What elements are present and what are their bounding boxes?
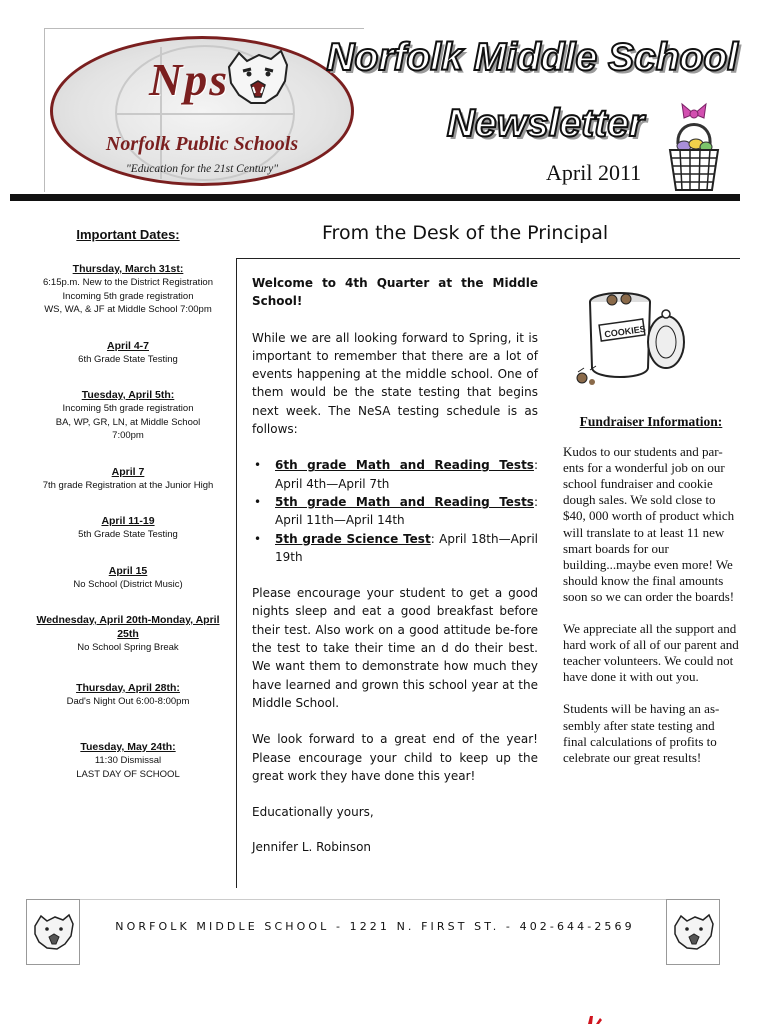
fundraiser-info [563, 414, 739, 782]
event-date: Wednesday, April 20th-Monday, April 25th [36, 614, 220, 640]
event-detail: 6:15p.m. New to the District Registration [42, 277, 213, 288]
event-date: Tuesday, April 5th: [81, 389, 175, 401]
event-detail: 5th Grade State Testing [78, 529, 178, 540]
district-name: Norfolk Public Schools [105, 133, 299, 155]
fundraiser-title: Fundraiser Information: [579, 414, 723, 429]
testing-schedule-list [252, 456, 538, 566]
event-item [24, 262, 232, 317]
fundraiser-paragraph: We appreciate all the support and hard work of all of our parent and teacher volunteers. We could not have done it with out you. [563, 621, 739, 685]
header-divider [10, 194, 740, 201]
test-name: 6th grade Math and Reading Tests [275, 458, 534, 473]
event-detail: 7:00pm [112, 430, 144, 441]
issue-date: April 2011 [546, 160, 642, 185]
test-dates: : April 18th—April 19th [275, 531, 538, 564]
event-date: April 7 [111, 465, 145, 478]
fundraiser-paragraph: Kudos to our students and par-ents for a wonderful job on our school fundraiser and cookie dough sales. We sold close to $40, 000 worth of product which will translate to at least 11 new smart boards for our building...maybe even more! We should know the final amounts soon so we can order the boards! [563, 444, 735, 604]
event-date: April 11-19 [101, 515, 155, 527]
event-date: Thursday, April 28th: [76, 681, 180, 694]
event-item [24, 388, 232, 443]
event-detail: 11:30 Dismissal [94, 755, 162, 766]
newsletter-title: Newsletter [446, 102, 644, 145]
event-detail: BA, WP, GR, LN, at Middle School [55, 416, 201, 428]
test-name: 5th grade Science Test [275, 531, 431, 546]
footer-logo-right [666, 899, 720, 965]
event-date: Thursday, March 31st: [72, 263, 184, 275]
school-logo [50, 36, 354, 186]
jar-label: COOKIES [603, 323, 647, 340]
logo-motto: "Education for the 21st Century" [125, 163, 279, 175]
column-divider [236, 258, 237, 888]
principal-letter [252, 274, 538, 874]
event-item [24, 740, 232, 781]
event-date: Tuesday, May 24th: [80, 741, 176, 753]
event-detail: 7th grade Registration at the Junior High [42, 479, 214, 491]
important-dates-sidebar [24, 222, 232, 781]
letter-closing: Educationally yours, [252, 805, 374, 820]
event-item [24, 514, 232, 542]
letter-paragraph: Please encourage your student to get a good nights sleep and eat a good breakfast before their test. Also work on a good attitude be-fore the test to take their time an d do their best. We want them to demonstrate how much they have learned and grown this school year at the Middle School. [252, 586, 538, 710]
fundraiser-paragraph: Students will be having an as-sembly after state testing and final calculations of profits to celebrate our great results! [563, 701, 720, 765]
logo-initials: Nps [149, 54, 230, 105]
list-item [252, 493, 538, 530]
test-dates: : April 4th—April 7th [275, 458, 538, 491]
test-name: 5th grade Math and Reading Tests [275, 494, 534, 509]
event-detail: Incoming 5th grade registration [62, 403, 194, 414]
letter-welcome: Welcome to 4th Quarter at the Middle School! [252, 276, 538, 309]
event-item [24, 681, 232, 709]
event-detail: No School (District Music) [73, 578, 183, 590]
panther-icon [31, 912, 77, 952]
panther-icon [671, 912, 717, 952]
event-date: April 15 [108, 564, 148, 577]
event-item [24, 613, 232, 655]
event-item [24, 465, 232, 493]
event-detail: WS, WA, & JF at Middle School 7:00pm [44, 304, 212, 315]
sidebar-heading: Important Dates: [76, 227, 180, 242]
event-item [24, 339, 232, 367]
letter-signature: Jennifer L. Robinson [252, 840, 372, 855]
event-date: April 4-7 [106, 339, 149, 352]
list-item [252, 530, 538, 567]
cookie-jar-icon [574, 280, 698, 390]
letter-intro: While we are all looking forward to Spring, it is important to remember that there are a lot of events happening at the middle school. One of them would be the state testing that begins next week. The NeSA testing schedule is as follows: [252, 330, 538, 437]
easter-basket-icon [664, 100, 724, 194]
school-address: NORFOLK MIDDLE SCHOOL - 1221 N. FIRST ST. - 402-644-2569 [115, 920, 635, 933]
section-top-rule [236, 258, 740, 259]
newsletter-title-school: Norfolk Middle School [326, 36, 738, 79]
principal-section-title: From the Desk of the Principal [322, 222, 609, 244]
event-detail: No School Spring Break [77, 642, 179, 653]
footer-logo-left [26, 899, 80, 965]
red-mark-icon [584, 1014, 604, 1024]
event-detail: 6th Grade State Testing [78, 353, 178, 365]
event-detail: LAST DAY OF SCHOOL [76, 768, 180, 780]
event-detail: Incoming 5th grade registration [62, 290, 194, 302]
event-detail: Dad's Night Out 6:00-8:00pm [66, 695, 190, 707]
event-item [24, 564, 232, 592]
panther-icon [221, 47, 295, 109]
list-item [252, 456, 538, 493]
footer-rule [26, 899, 720, 900]
letter-paragraph: We look forward to a great end of the year! Please encourage your child to keep up the great work they have done this year! [252, 732, 538, 783]
test-dates: : April 11th—April 14th [275, 494, 538, 528]
